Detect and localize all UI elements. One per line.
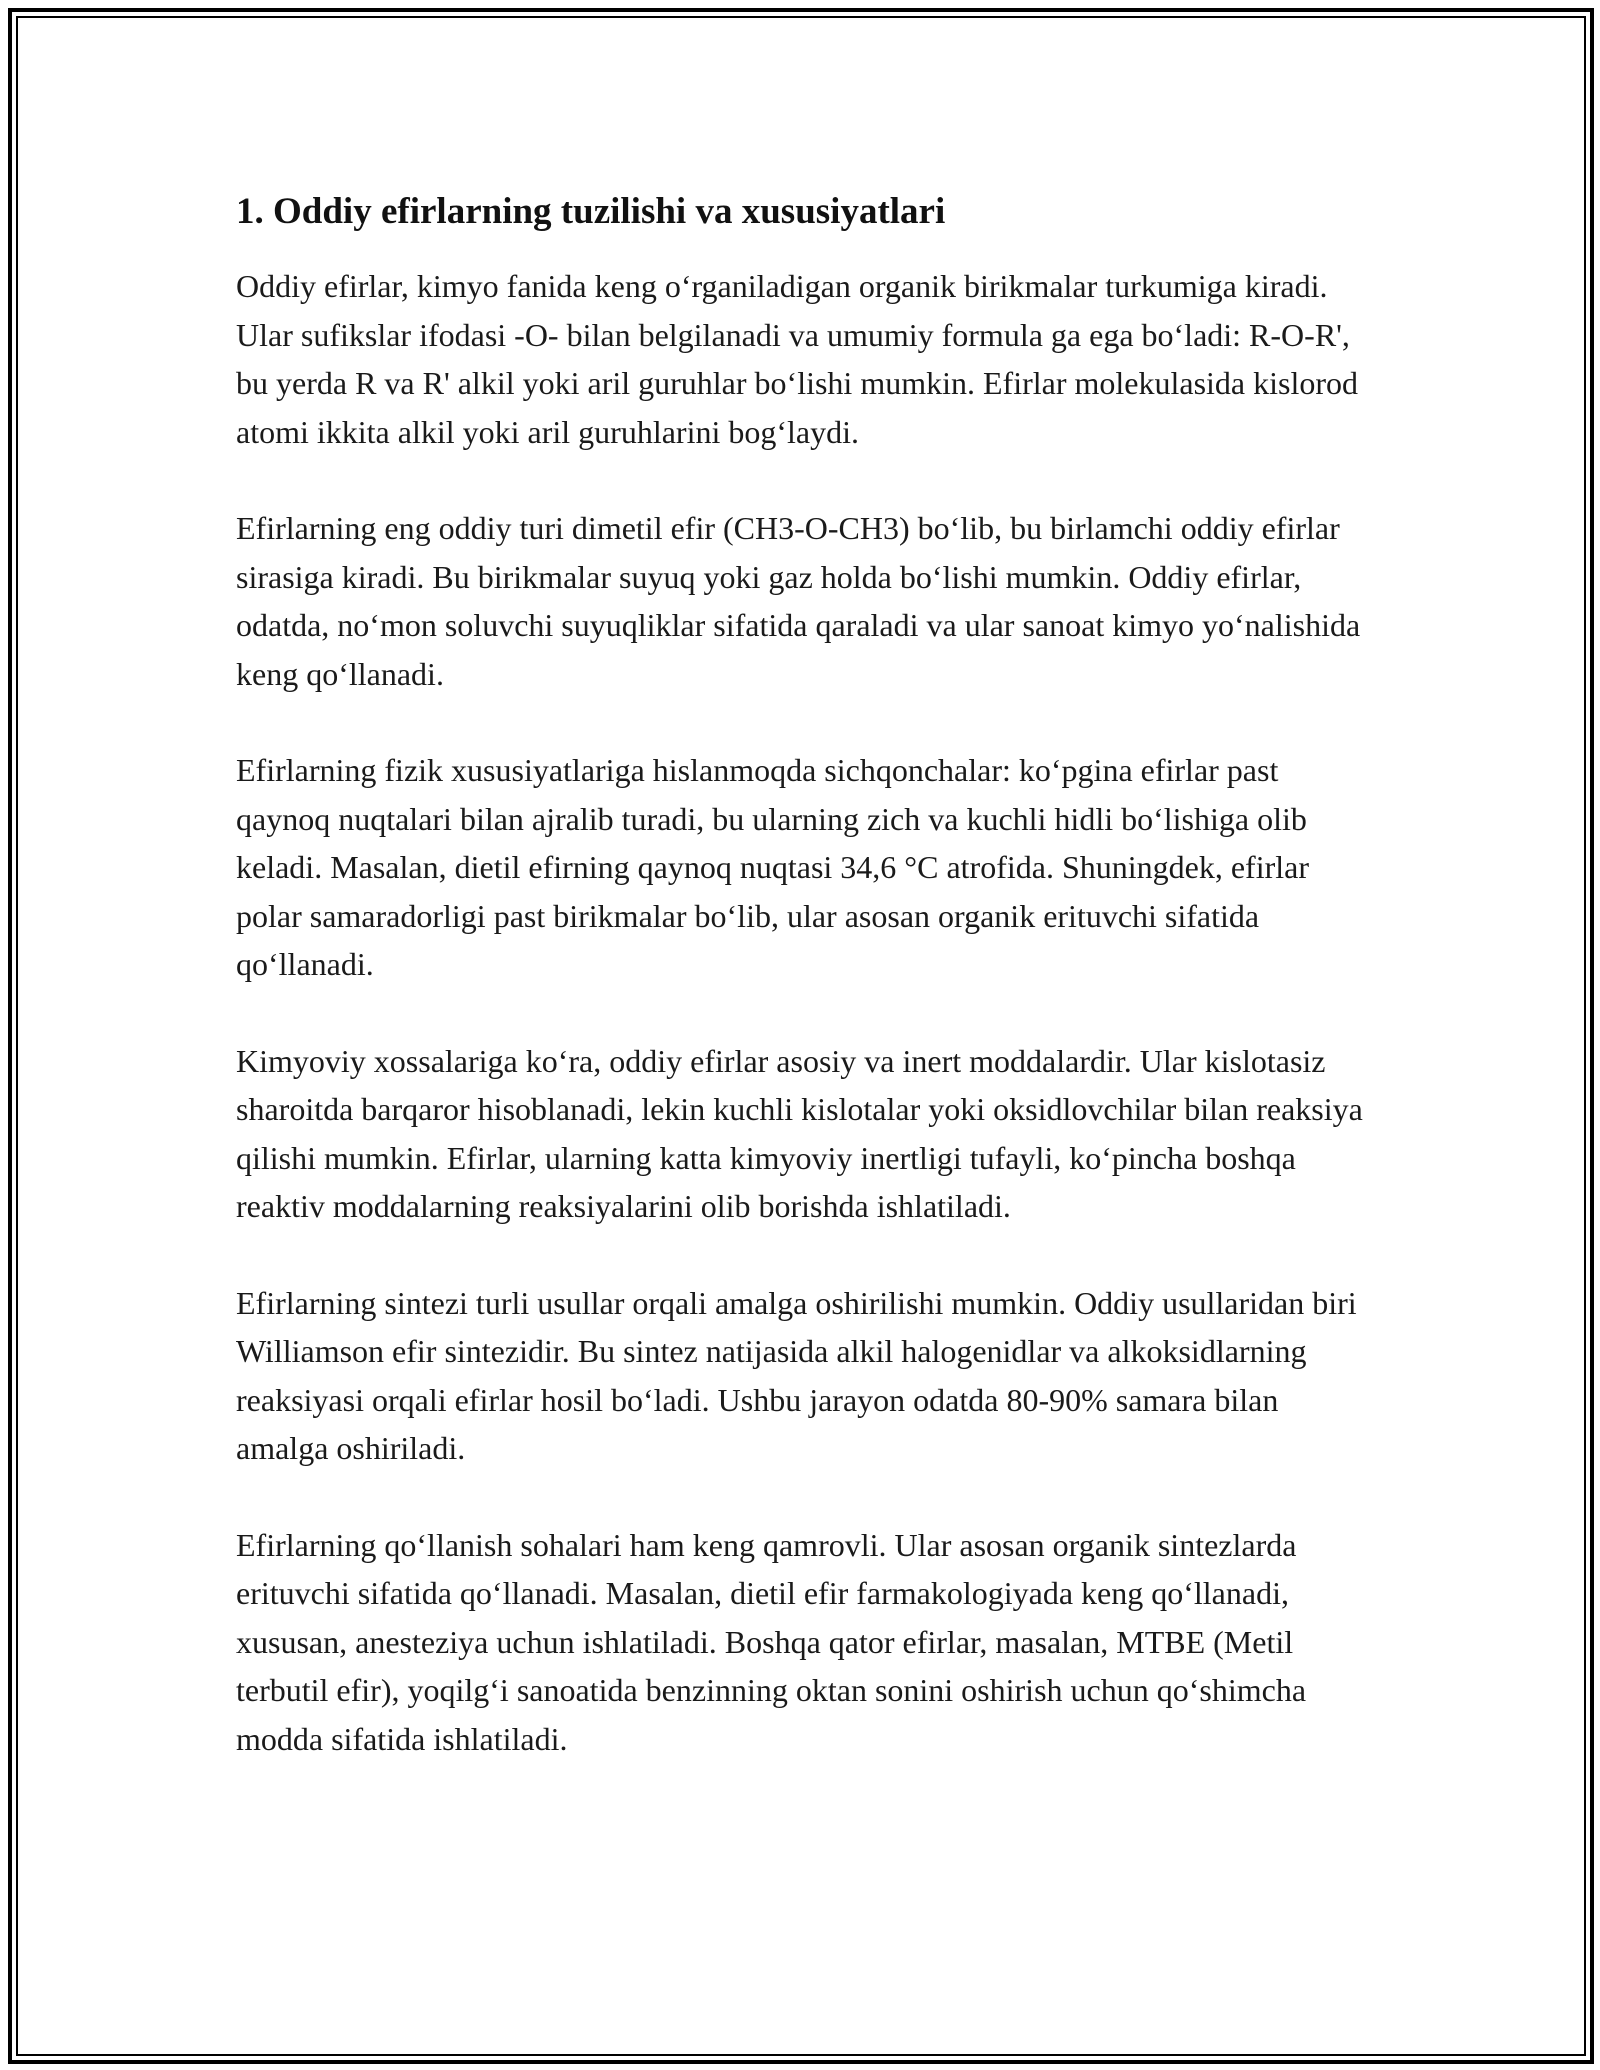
paragraph-dimethyl-ether: Efirlarning eng oddiy turi dimetil efir (CH3-O-CH3) bo‘lib, bu birlamchi oddiy efirlar sirasiga kiradi. Bu birikmalar suyuq yoki gaz holda bo‘lishi mumkin. Oddiy efirlar, odatda, no‘mon soluvchi suyuqliklar sifatida qaraladi va ular sanoat kimyo yo‘nalishida keng qo‘llanadi. (236, 510, 1361, 692)
section-heading: 1. Oddiy efirlarning tuzilishi va xususiyatlari (236, 191, 946, 232)
paragraph-synthesis: Efirlarning sintezi turli usullar orqali amalga oshirilishi mumkin. Oddiy usullaridan biri Williamson efir sintezidir. Bu sintez natijasida alkil halogenidlar va alkoksidlarning reaksiyasi orqali efirlar hosil bo‘ladi. Ushbu jarayon odatda 80-90% samara bilan amalga oshiriladi. (236, 1284, 1357, 1467)
document-body (236, 188, 1376, 1811)
paragraph-structure: Oddiy efirlar, kimyo fanida keng o‘rganiladigan organik birikmalar turkumiga kiradi. Ular sufikslar ifodasi -O- bilan belgilanadi va umumiy formula ga ega bo‘ladi: R-O-R', bu yerda R va R' alkil yoki aril guruhlar bo‘lishi mumkin. Efirlar molekulasida kislorod atomi ikkita alkil yoki aril guruhlarini bog‘laydi. (236, 268, 1358, 450)
paragraph-chemical-properties: Kimyoviy xossalariga ko‘ra, oddiy efirlar asosiy va inert moddalardir. Ular kislotasiz sharoitda barqaror hisoblanadi, lekin kuchli kislotalar yoki oksidlovchilar bilan reaksiya qilishi mumkin. Efirlar, ularning katta kimyoviy inertligi tufayli, ko‘pincha boshqa reaktiv moddalarning reaksiyalarini olib borishda ishlatiladi. (236, 1042, 1363, 1225)
paragraph-applications: Efirlarning qo‘llanish sohalari ham keng qamrovli. Ular asosan organik sintezlarda erituvchi sifatida qo‘llanadi. Masalan, dietil efir farmakologiyada keng qo‘llanadi, xususan, anesteziya uchun ishlatiladi. Boshqa qator efirlar, masalan, MTBE (Metil terbutil efir), yoqilg‘i sanoatida benzinning oktan sonini oshirish uchun qo‘shimcha modda sifatida ishlatiladi. (236, 1526, 1307, 1757)
paragraph-physical-properties: Efirlarning fizik xususiyatlariga hislanmoqda sichqonchalar: ko‘pgina efirlar past qaynoq nuqtalari bilan ajralib turadi, bu ularning zich va kuchli hidli bo‘lishiga olib keladi. Masalan, dietil efirning qaynoq nuqtasi 34,6 °C atrofida. Shuningdek, efirlar polar samaradorligi past birikmalar bo‘lib, ular asosan organik erituvchi sifatida qo‘llanadi. (236, 752, 1309, 983)
